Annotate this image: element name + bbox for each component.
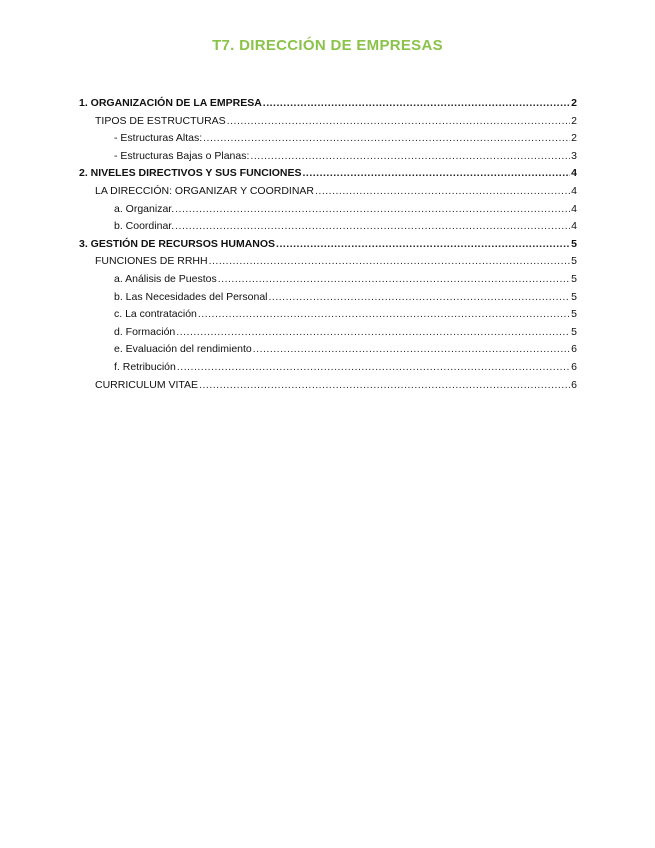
- toc-entry-label: CURRICULUM VITAE: [95, 378, 199, 391]
- toc-entry-page-number: 2: [571, 132, 577, 145]
- toc-entry-label: b. Las Necesidades del Personal: [114, 290, 268, 303]
- toc-dot-leader: [175, 218, 570, 236]
- toc-entry-label: c. La contratación: [114, 308, 197, 321]
- toc-dot-leader: [209, 253, 571, 271]
- toc-dot-leader: [263, 95, 570, 113]
- table-of-contents: [79, 95, 577, 394]
- toc-dot-leader: [253, 341, 570, 359]
- toc-entry-page-number: 6: [571, 378, 577, 391]
- toc-entry-label: - Estructuras Bajas o Planas:: [114, 149, 250, 162]
- toc-entry-page-number: 5: [571, 237, 577, 250]
- toc-entry-label: e. Evaluación del rendimiento: [114, 343, 252, 356]
- toc-entry[interactable]: [79, 253, 577, 271]
- toc-entry-page-number: 4: [571, 167, 577, 180]
- toc-entry[interactable]: [79, 359, 577, 377]
- toc-entry-page-number: 5: [571, 255, 577, 268]
- toc-entry[interactable]: [79, 183, 577, 201]
- toc-entry-page-number: 4: [571, 220, 577, 233]
- toc-entry[interactable]: [79, 236, 577, 254]
- toc-entry-label: 3. GESTIÓN DE RECURSOS HUMANOS: [79, 237, 276, 250]
- toc-dot-leader: [315, 183, 570, 201]
- toc-dot-leader: [175, 201, 570, 219]
- toc-entry[interactable]: [79, 271, 577, 289]
- toc-entry[interactable]: [79, 341, 577, 359]
- toc-dot-leader: [218, 271, 570, 289]
- toc-entry-page-number: 6: [571, 343, 577, 356]
- toc-dot-leader: [199, 377, 570, 395]
- toc-entry-page-number: 5: [571, 272, 577, 285]
- toc-entry-label: - Estructuras Altas:: [114, 132, 203, 145]
- toc-entry-label: a. Análisis de Puestos: [114, 272, 217, 285]
- toc-entry-label: b. Coordinar.: [114, 220, 175, 233]
- toc-entry[interactable]: [79, 130, 577, 148]
- toc-dot-leader: [198, 306, 570, 324]
- toc-entry[interactable]: [79, 377, 577, 395]
- toc-entry-page-number: 5: [571, 325, 577, 338]
- toc-dot-leader: [177, 359, 570, 377]
- toc-entry[interactable]: [79, 218, 577, 236]
- toc-entry[interactable]: [79, 306, 577, 324]
- toc-dot-leader: [250, 148, 570, 166]
- toc-entry-page-number: 4: [571, 202, 577, 215]
- toc-entry-page-number: 5: [571, 308, 577, 321]
- toc-entry[interactable]: [79, 165, 577, 183]
- toc-dot-leader: [269, 289, 571, 307]
- toc-entry-label: FUNCIONES DE RRHH: [95, 255, 208, 268]
- toc-entry[interactable]: [79, 148, 577, 166]
- toc-entry[interactable]: [79, 289, 577, 307]
- toc-entry-page-number: 5: [571, 290, 577, 303]
- toc-dot-leader: [227, 113, 570, 131]
- toc-entry-label: d. Formación: [114, 325, 176, 338]
- toc-entry-page-number: 2: [571, 114, 577, 127]
- toc-entry[interactable]: [79, 324, 577, 342]
- toc-entry-page-number: 3: [571, 149, 577, 162]
- toc-entry-page-number: 2: [571, 97, 577, 109]
- toc-entry-label: 1. ORGANIZACIÓN DE LA EMPRESA: [79, 97, 262, 109]
- toc-entry-page-number: 4: [571, 184, 577, 197]
- toc-entry-label: f. Retribución: [114, 360, 176, 373]
- toc-dot-leader: [303, 165, 571, 183]
- toc-dot-leader: [203, 130, 570, 148]
- toc-entry[interactable]: [79, 201, 577, 219]
- document-title: T7. DIRECCIÓN DE EMPRESAS: [212, 37, 443, 54]
- toc-dot-leader: [276, 236, 570, 254]
- toc-entry-label: TIPOS DE ESTRUCTURAS: [95, 114, 226, 127]
- toc-entry-label: LA DIRECCIÓN: ORGANIZAR Y COORDINAR: [95, 184, 314, 197]
- toc-entry[interactable]: [79, 95, 577, 113]
- toc-entry-page-number: 6: [571, 360, 577, 373]
- toc-entry-label: a. Organizar.: [114, 202, 175, 215]
- toc-entry[interactable]: [79, 113, 577, 131]
- toc-entry-label: 2. NIVELES DIRECTIVOS Y SUS FUNCIONES: [79, 167, 302, 180]
- toc-dot-leader: [176, 324, 570, 342]
